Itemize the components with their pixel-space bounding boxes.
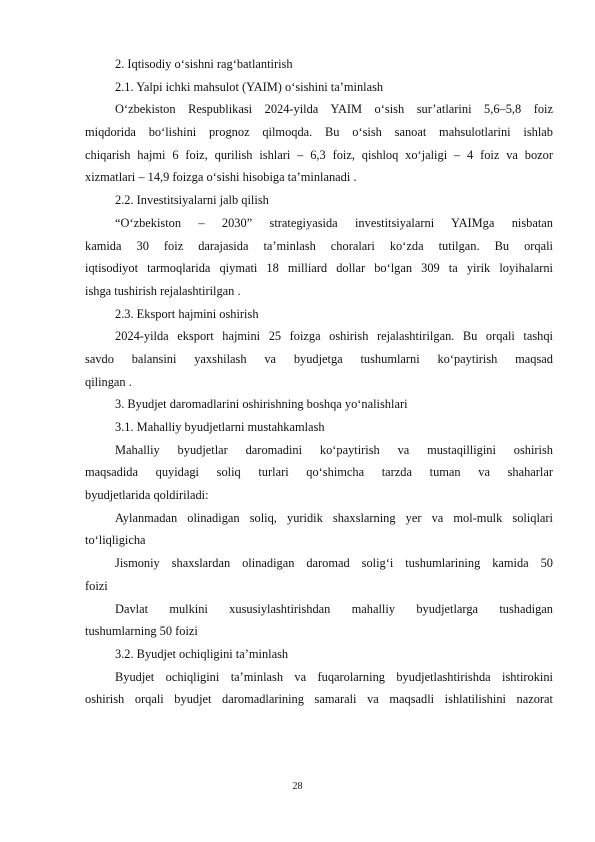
text-line: 3.2. Byudjet ochiqligini ta’minlash bbox=[115, 646, 289, 661]
text-line: foizi bbox=[85, 578, 108, 593]
text-line: Byudjet ochiqligini ta’minlash va fuqarolarning byudjetlashtirishda ishtirokini bbox=[115, 669, 553, 684]
text-line: qilingan . bbox=[85, 374, 132, 389]
text-line: chiqarish hajmi 6 foiz, qurilish ishlari – 6,3 foiz, qishloq xo‘jaligi – 4 foiz va bozor bbox=[85, 147, 553, 162]
text-line: oshirish orqali byudjet daromadlarining samarali va maqsadli ishlatilishini nazorat bbox=[85, 692, 553, 707]
text-line: 2.2. Investitsiyalarni jalb qilish bbox=[115, 193, 269, 208]
text-line: iqtisodiyot tarmoqlarida qiymati 18 milliard dollar bo‘lgan 309 ta yirik loyihalarni bbox=[85, 261, 553, 276]
text-line: 3. Byudjet daromadlarini oshirishning boshqa yo‘nalishlari bbox=[115, 397, 408, 412]
text-line: 2. Iqtisodiy o‘sishni rag‘batlantirish bbox=[115, 57, 293, 71]
text-line: xizmatlari – 14,9 foizga o‘sishi hisobiga ta’minlanadi . bbox=[85, 170, 357, 185]
text-line: “O‘zbekiston – 2030” strategiyasida investitsiyalarni YAIMga nisbatan bbox=[115, 215, 553, 230]
text-line: Jismoniy shaxslardan olinadigan daromad solig‘i tushumlarining kamida 50 bbox=[115, 556, 553, 571]
text-line: 2.3. Eksport hajmini oshirish bbox=[115, 306, 259, 321]
text-line: maqsadida quyidagi soliq turlari qo‘shimcha tarzda tuman va shaharlar bbox=[85, 465, 553, 480]
text-line: 2.1. Yalpi ichki mahsulot (YAIM) o‘sishini ta’minlash bbox=[115, 79, 384, 94]
text-line: 2024-yilda eksport hajmini 25 foizga oshirish rejalashtirilgan. Bu orqali tashqi bbox=[115, 329, 553, 344]
text-line: savdo balansini yaxshilash va byudjetga tushumlarni ko‘paytirish maqsad bbox=[85, 351, 553, 366]
document-body bbox=[85, 53, 553, 711]
text-line: 3.1. Mahalliy byudjetlarni mustahkamlash bbox=[115, 420, 325, 434]
text-line: tushumlarning 50 foizi bbox=[85, 624, 198, 639]
text-line: kamida 30 foiz darajasida ta’minlash choralari ko‘zda tutilgan. Bu orqali bbox=[85, 238, 553, 253]
text-line: byudjetlarida qoldiriladi: bbox=[85, 488, 209, 503]
text-line: ishga tushirish rejalashtirilgan . bbox=[85, 283, 241, 298]
text-line: Aylanmadan olinadigan soliq, yuridik shaxslarning yer va mol-mulk soliqlari bbox=[115, 510, 553, 525]
text-line: O‘zbekiston Respublikasi 2024-yilda YAIM o‘sish sur’atlarini 5,6–5,8 foiz bbox=[115, 102, 553, 117]
text-line: Mahalliy byudjetlar daromadini ko‘paytirish va mustaqilligini oshirish bbox=[115, 442, 553, 457]
text-line: to‘liqligicha bbox=[85, 533, 146, 548]
text-line: Davlat mulkini xususiylashtirishdan mahalliy byudjetlarga tushadigan bbox=[115, 601, 553, 616]
page-number: 28 bbox=[292, 781, 303, 792]
text-line: miqdorida bo‘lishini prognoz qilmoqda. Bu o‘sish sanoat mahsulotlarini ishlab bbox=[85, 125, 553, 140]
